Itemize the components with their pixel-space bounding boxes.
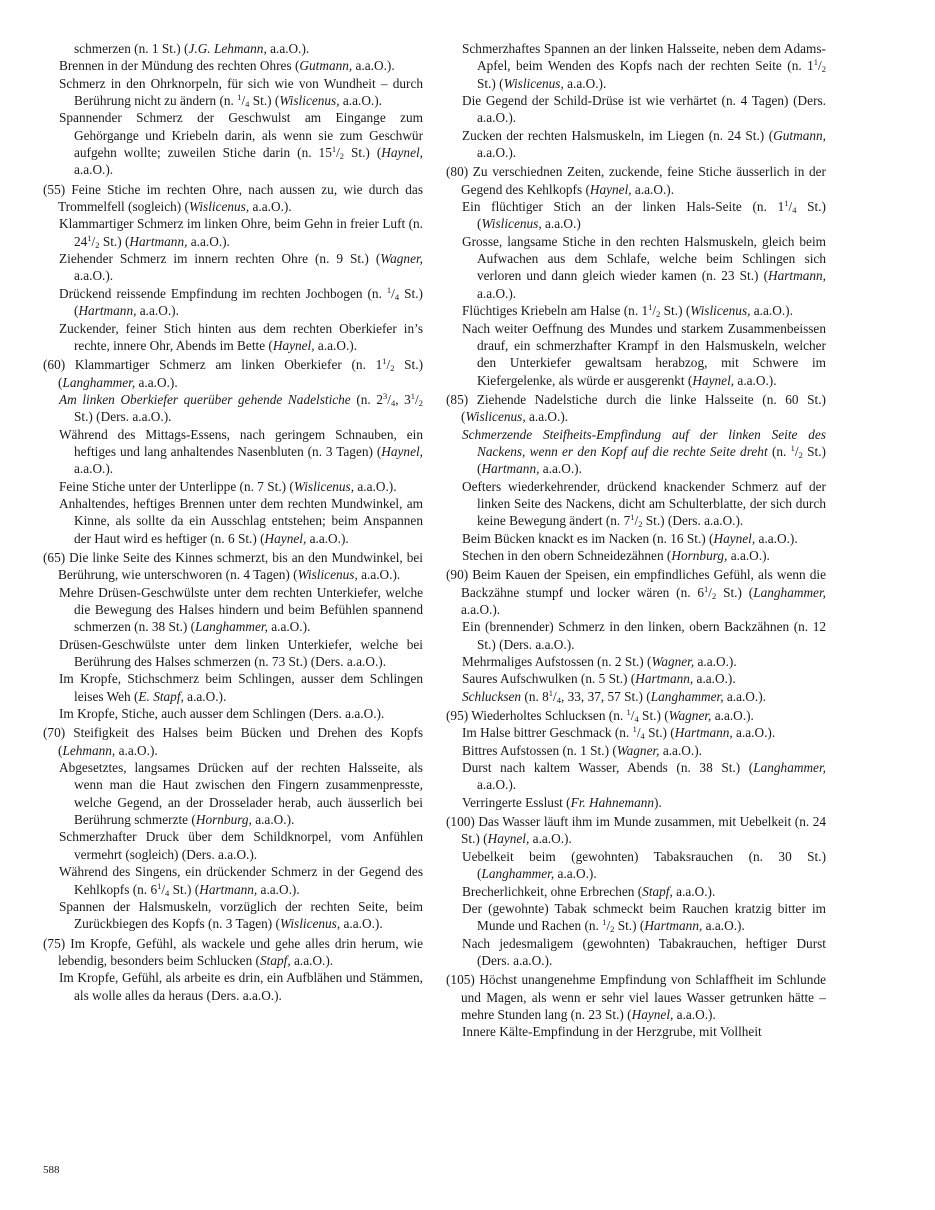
numbered-entry: (70) Steifigkeit des Halses beim Bücken und Drehen des Kopfs (Lehmann, a.a.O.). [43, 725, 423, 758]
symptom-entry: Brennen in der Mündung des rechten Ohres (Gutmann, a.a.O.). [59, 58, 395, 74]
symptom-entry: Oefters wiederkehrender, drückend knackender Schmerz auf der linken Seite des Nackens, dicht am Schulterblatte, der sich durch keine Bewegung ändert (n. $7^1/_2$ St.) (Ders. a.a.O.). [462, 478, 826, 530]
symptom-entry: Schmerzhaftes Spannen an der linken Halsseite, neben dem Adams-Apfel, beim Wenden des Kopfs nach der rechten Seite (n. $1^1/_2$ St.) (Wislicenus, a.a.O.). [462, 41, 826, 91]
symptom-entry: Stechen in den obern Schneidezähnen (Hornburg, a.a.O.). [462, 547, 770, 563]
symptom-entry: Im Kropfe, Gefühl, als arbeite es drin, ein Aufblähen und Stämmen, als wolle alles da heraus (Ders. a.a.O.). [59, 970, 423, 1003]
symptom-entry: Uebelkeit beim (gewohnten) Tabaksrauchen (n. 30 St.) (Langhammer, a.a.O.). [462, 848, 826, 882]
symptom-entry: Flüchtiges Kriebeln am Halse (n. $1^1/_2$ St.) (Wislicenus, a.a.O.). [462, 302, 793, 320]
symptom-entry: Grosse, langsame Stiche in den rechten Halsmuskeln, gleich beim Aufwachen aus dem Schlafe, welche beim Schlingen sich verloren und dann gleich wieder kamen (n. 23 St.) (Hartmann, a.a.O.). [462, 233, 826, 301]
left-column [43, 40, 423, 1004]
symptom-entry: Klammartiger Schmerz im linken Ohre, beim Gehn in freier Luft (n. $24^1/_2$ St.) (Hartmann, a.a.O.). [59, 216, 423, 250]
numbered-entry: (85) Ziehende Nadelstiche durch die linke Halsseite (n. 60 St.) (Wislicenus, a.a.O.). [446, 391, 826, 425]
symptom-entry: Bittres Aufstossen (n. 1 St.) (Wagner, a.a.O.). [462, 742, 702, 758]
symptom-entry: Spannender Schmerz der Geschwulst am Eingange zum Gehörgange und Kriebeln darin, als wenn sie zum Geschwür aufgehn wollte; zuweilen Stiche darin (n. $15^1/_2$ St.) (Haynel, a.a.O.). [59, 110, 423, 178]
symptom-entry: Nach jedesmaligem (gewohnten) Tabakrauchen, heftiger Durst (Ders. a.a.O.). [462, 935, 826, 968]
symptom-entry: Mehrmaliges Aufstossen (n. 2 St.) (Wagner, a.a.O.). [462, 654, 737, 670]
symptom-entry: Ein (brennender) Schmerz in den linken, obern Backzähnen (n. 12 St.) (Ders. a.a.O.). [462, 619, 826, 652]
symptom-entry: Während des Singens, ein drückender Schmerz in der Gegend des Kehlkopfs (n. $6^1/_4$ St.) (Hartmann, a.a.O.). [59, 864, 423, 898]
numbered-entry: (100) Das Wasser läuft ihm im Munde zusammen, mit Uebelkeit (n. 24 St.) (Haynel, a.a.O.). [446, 814, 826, 847]
numbered-entry: (60) Klammartiger Schmerz am linken Oberkiefer (n. $1^1/_2$ St.) (Langhammer, a.a.O.). [43, 356, 423, 390]
symptom-entry: Innere Kälte-Empfindung in der Herzgrube, mit Vollheit [462, 1024, 762, 1040]
symptom-entry: Abgesetztes, langsames Drücken auf der rechten Halsseite, als wenn man die Haut zwischen den Fingern zusammenpresste, welche Gegend, an der Drosselader herab, auch äusserlich bei Berührung schmerzte (Hornburg, a.a.O.). [59, 760, 423, 828]
symptom-entry: Drüsen-Geschwülste unter dem linken Unterkiefer, welche bei Berührung des Halses schmerzen (n. 73 St.) (Ders. a.a.O.). [59, 636, 423, 670]
symptom-entry: Während des Mittags-Essens, nach geringem Schnauben, ein heftiges und lang anhaltendes Nasenbluten (n. 3 Tagen) (Haynel, a.a.O.). [59, 426, 423, 477]
symptom-entry: Schlucksen (n. $8^1/_4$, 33, 37, 57 St.) (Langhammer, a.a.O.). [462, 687, 766, 705]
symptom-entry: Brecherlichkeit, ohne Erbrechen (Stapf, a.a.O.). [462, 883, 716, 899]
numbered-entry: (90) Beim Kauen der Speisen, ein empfindliches Gefühl, als wenn die Backzähne stumpf und locker wären (n. $6^1/_2$ St.) (Langhammer, a.a.O.). [446, 567, 826, 617]
numbered-entry: (65) Die linke Seite des Kinnes schmerzt, bis an den Mundwinkel, bei Berührung, wie unterschworen (n. 4 Tagen) (Wislicenus, a.a.O.). [43, 549, 423, 583]
symptom-entry: Zucken der rechten Halsmuskeln, im Liegen (n. 24 St.) (Gutmann, a.a.O.). [462, 127, 826, 161]
symptom-entry: Feine Stiche unter der Unterlippe (n. 7 St.) (Wislicenus, a.a.O.). [59, 478, 397, 494]
symptom-entry: Schmerz in den Ohrknorpeln, für sich wie von Wundheit – durch Berührung nicht zu ändern (n. $^1/_4$ St.) (Wislicenus, a.a.O.). [59, 75, 423, 110]
symptom-entry: Drückend reissende Empfindung im rechten Jochbogen (n. $^1/_4$ St.) (Hartmann, a.a.O.). [59, 284, 423, 319]
symptom-entry: Ziehender Schmerz im innern rechten Ohre (n. 9 St.) (Wagner, a.a.O.). [59, 251, 423, 284]
symptom-entry: Anhaltendes, heftiges Brennen unter dem rechten Mundwinkel, am Kinne, als sollte da ein Ausschlag entstehen; beim Anspannen der Haut wird es heftiger (n. 6 St.) (Haynel, a.a.O.). [59, 495, 423, 546]
numbered-entry: (105) Höchst unangenehme Empfindung von Schlaffheit im Schlunde und Magen, als wenn er sehr viel laues Wasser getrunken hätte – mehre Stunden lang (n. 23 St.) (Haynel, a.a.O.). [446, 972, 826, 1022]
symptom-entry: Ein flüchtiger Stich an der linken Hals-Seite (n. $1^1/_4$ St.) (Wislicenus, a.a.O.) [462, 198, 826, 232]
symptom-entry: Mehre Drüsen-Geschwülste unter dem rechten Unterkiefer, welche die Bewegung des Halses hindern und beim Befühlen spannend schmerzen (n. 38 St.) (Langhammer, a.a.O.). [59, 584, 423, 635]
numbered-entry: (55) Feine Stiche im rechten Ohre, nach aussen zu, wie durch das Trommelfell (sogleich) (Wislicenus, a.a.O.). [43, 181, 423, 215]
symptom-entry: Durst nach kaltem Wasser, Abends (n. 38 St.) (Langhammer, a.a.O.). [462, 760, 826, 793]
symptom-entry: Saures Aufschwulken (n. 5 St.) (Hartmann, a.a.O.). [462, 671, 736, 687]
symptom-entry: Im Halse bittrer Geschmack (n. $^1/_4$ St.) (Hartmann, a.a.O.). [462, 724, 776, 742]
symptom-entry: Zuckender, feiner Stich hinten aus dem rechten Oberkiefer in’s rechte, innere Ohr, Abends im Bette (Haynel, a.a.O.). [59, 320, 423, 353]
symptom-entry: Spannen der Halsmuskeln, vorzüglich der rechten Seite, beim Zurückbiegen des Kopfs (n. 3 Tagen) (Wislicenus, a.a.O.). [59, 898, 423, 932]
numbered-entry: (95) Wiederholtes Schlucksen (n. $^1/_4$ St.) (Wagner, a.a.O.). [446, 707, 754, 725]
numbered-entry: (75) Im Kropfe, Gefühl, als wackele und gehe alles drin herum, wie lebendig, besonders beim Schlucken (Stapf, a.a.O.). [43, 935, 423, 968]
symptom-entry: Verringerte Esslust (Fr. Hahnemann). [462, 794, 662, 810]
symptom-entry: Die Gegend der Schild-Drüse ist wie verhärtet (n. 4 Tagen) (Ders. a.a.O.). [462, 93, 826, 126]
symptom-entry: Beim Bücken knackt es im Nacken (n. 16 St.) (Haynel, a.a.O.). [462, 530, 798, 546]
right-column [446, 40, 826, 1041]
page-number: 588 [43, 1164, 60, 1176]
symptom-entry: Im Kropfe, Stichschmerz beim Schlingen, ausser dem Schlingen leises Weh (E. Stapf, a.a.O.). [59, 671, 423, 704]
symptom-entry: Schmerzhafter Druck über dem Schildknorpel, vom Anfühlen vermehrt (sogleich) (Ders. a.a.O.). [59, 829, 423, 862]
symptom-entry: Am linken Oberkiefer querüber gehende Nadelstiche (n. $2^3/_4$, $3^1/_2$ St.) (Ders. a.a.O.). [59, 390, 423, 425]
numbered-entry: (80) Zu verschiednen Zeiten, zuckende, feine Stiche äusserlich in der Gegend des Kehlkopfs (Haynel, a.a.O.). [446, 164, 826, 197]
symptom-entry: Nach weiter Oeffnung des Mundes und starkem Zusammenbeissen drauf, ein schmerzhafter Krampf in den Halsmuskeln, welcher den Unterkiefer gewaltsam herabzog, mit Schwere im Kiefergelenke, als würde er ausgerenkt (Haynel, a.a.O.). [462, 320, 826, 388]
symptom-entry: Schmerzende Steifheits-Empfindung auf der linken Seite des Nackens, wenn er den Kopf auf die rechte Seite dreht (n. $^1/_2$ St.) (Hartmann, a.a.O.). [462, 426, 826, 477]
symptom-entry: schmerzen (n. 1 St.) (J.G. Lehmann, a.a.O.). [74, 41, 310, 56]
symptom-entry: Der (gewohnte) Tabak schmeckt beim Rauchen kratzig bitter im Munde und Rachen (n. $^1/_2$ St.) (Hartmann, a.a.O.). [462, 900, 826, 935]
symptom-entry: Im Kropfe, Stiche, auch ausser dem Schlingen (Ders. a.a.O.). [59, 706, 385, 722]
